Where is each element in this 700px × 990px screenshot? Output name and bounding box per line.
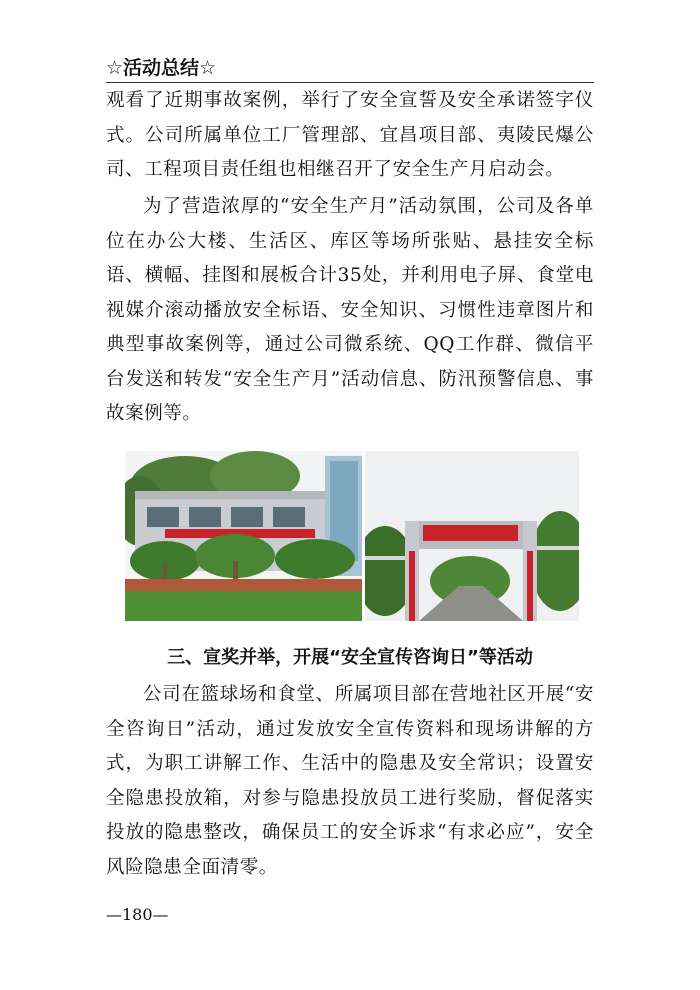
page-number: —180— — [106, 905, 169, 924]
paragraph-1: 观看了近期事故案例，举行了安全宣誓及安全承诺签字仪式。公司所属单位工厂管理部、宜昌项目部、夷陵民爆公司、工程项目责任组也相继召开了安全生产月启动会。 — [106, 90, 594, 180]
paragraph-3: 公司在篮球场和食堂、所属项目部在营地社区开展“安全咨询日”活动，通过发放安全宣传资料和现场讲解的方式，为职工讲解工作、生活中的隐患及安全常识；设置安全隐患投放箱，对参与隐患投放员工进行奖励，督促落实投放的隐患整改，确保员工的安全诉求“有求必应”，安全风险隐患全面清零。 — [106, 684, 594, 878]
header-divider — [106, 82, 594, 83]
paragraph-2: 为了营造浓厚的“安全生产月”活动氛围，公司及各单位在办公大楼、生活区、库区等场所张贴、悬挂安全标语、横幅、挂图和展板合计35处，并利用电子屏、食堂电视媒介滚动播放安全标语、安全知识、习惯性违章图片和典型事故案例等，通过公司微系统、QQ工作群、微信平台发送和转发“安全生产月”活动信息、防汛预警信息、事故案例等。 — [106, 196, 594, 424]
photo-office-building-banner — [125, 451, 362, 621]
section-heading: 三、宣奖并举，开展“安全宣传咨询日”等活动 — [167, 647, 533, 668]
photo-gate-led-screen — [365, 451, 579, 621]
header-title: ☆活动总结☆ — [106, 57, 217, 79]
